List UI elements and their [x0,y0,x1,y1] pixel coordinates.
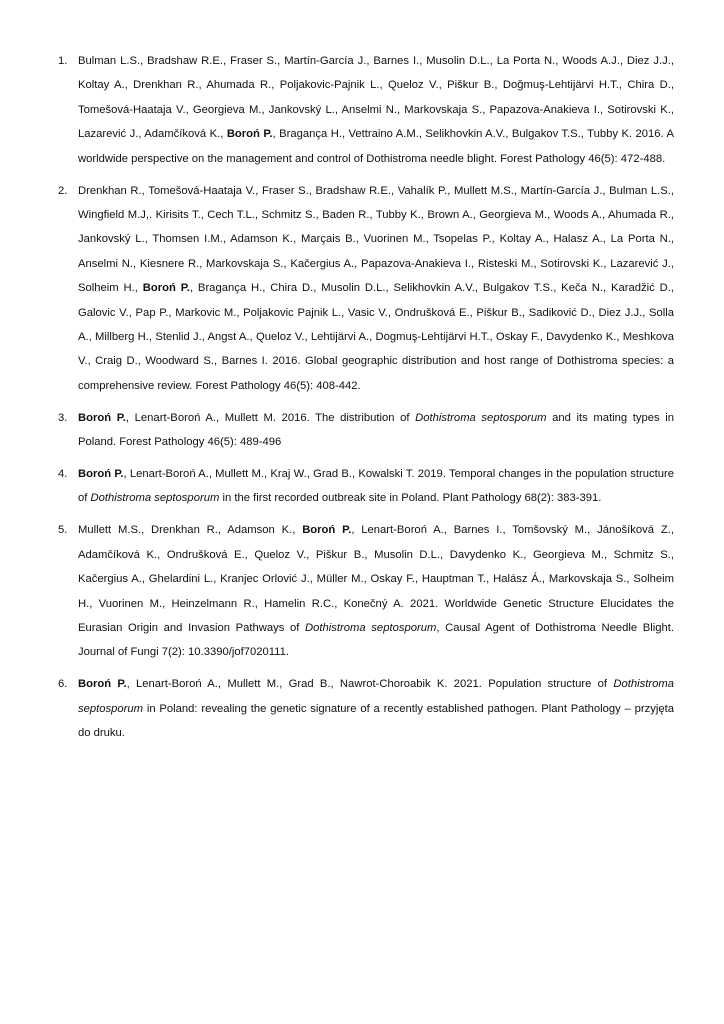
species-name: Dothistroma septosporum [78,678,674,715]
reference-text: and its mating types in Poland. Forest Pathology 46(5): 489-496 [78,411,674,449]
highlighted-author: Boroń P. [226,128,273,141]
reference-text: in the first recorded outbreak site in Poland. Plant Pathology 68(2): 383-391. [219,492,602,505]
reference-list [58,49,674,753]
reference-number: 4. [58,468,68,480]
species-name: Dothistroma septosporum [415,411,547,424]
reference-item-6 [58,672,674,745]
reference-number: 1. [58,55,68,67]
reference-item-4 [58,462,674,511]
reference-text: in Poland: revealing the genetic signature of a recently established pathogen. Plant Pathology – przyjęta do druku. [78,702,674,740]
reference-number: 2. [58,184,68,197]
reference-text: , Bragança H., Vettraino A.M., Selikhovkin A.V., Bulgakov T.S., Tubby K. 2016. A worldwide perspective on the management and control of Dothistroma needle blight. Forest Pathology 46(5): 472-488. [78,128,674,165]
reference-item-3 [58,406,674,455]
reference-authors: Bulman L.S., Bradshaw R.E., Fraser S., Martín-García J., Barnes I., Musolin D.L., La Porta N., Woods A.J., Diez J.J., Koltay A., Drenkhan R., Ahumada R., Poljakovic-Pajnik L., Queloz V., Piškur B., Doğmuş-Lehtijärvi H.T., Chira D., Tomešová-Haataja V., Georgieva M., Jankovský L., Anselmi N., Markovskaja S., Papazova-Anakieva I., Sotirovski K., Lazarević J., Adamčíková K., [78,55,674,141]
highlighted-author: Boroń P. [142,282,190,295]
highlighted-author: Boroń P. [302,524,352,537]
reference-authors: Mullett M.S., Drenkhan R., Adamson K., [78,524,303,537]
species-name: Dothistroma septosporum [90,492,220,505]
reference-text: , Lenart-Boroń A., Mullett M. 2016. The distribution of [125,411,416,424]
reference-text: , Causal Agent of Dothistroma Needle Blight. Journal of Fungi 7(2): 10.3390/jof7020111. [78,621,674,659]
highlighted-author: Boroń P. [78,411,126,424]
reference-text: , Lenart-Boroń A., Mullett M., Grad B., Nawrot-Choroabik K. 2021. Population structure of [126,678,614,691]
reference-number: 3. [58,411,68,424]
reference-item-5 [58,518,674,664]
highlighted-author: Boroń P. [78,678,127,691]
highlighted-author: Boroń P. [78,468,124,480]
reference-text: , Bragança H., Chira D., Musolin D.L., Selikhovkin A.V., Bulgakov T.S., Keča N., Karadžić D., Galovic V., Pap P., Markovic M., Poljakovic Pajnik L., Vasic V., Ondrušková E., Piškur B., Sadiković D., Diez J.J., Solla A., Millberg H., Stenlid J., Angst A., Queloz V., Lehtijärvi A., Dogmuş-Lehtijärvi H.T., Oskay F., Davydenko K., Meshkova V., Craig D., Woodward S., Barnes I. 2016. Global geographic distribution and host range of Dothistroma species: a comprehensive review. Forest Pathology 46(5): 408-442. [78,282,674,392]
reference-item-2 [58,179,674,399]
reference-item-1 [58,49,674,171]
species-name: Dothistroma septosporum [305,621,437,634]
reference-authors: Drenkhan R., Tomešová-Haataja V., Fraser S., Bradshaw R.E., Vahalík P., Mullett M.S., Martín-García J., Bulman L.S., Wingfield M.J,. Kirisits T., Cech T.L., Schmitz S., Baden R., Tubby K., Brown A., Georgieva M., Woods A., Ahumada R., Jankovský L., Thomsen I.M., Adamson K., Marçais B., Vuorinen M., Tsopelas P., Koltay A., Halasz A., La Porta N., Anselmi N., Kiesnere R., Markovskaja S., Kačergius A., Papazova-Anakieva I., Risteski M., Sotirovski K., Lazarević J., Solheim H., [78,184,674,295]
reference-number: 6. [58,678,68,691]
reference-text: , Lenart-Boroń A., Mullett M., Kraj W., Grad B., Kowalski T. 2019. Temporal changes in the population structure of [78,468,674,505]
reference-number: 5. [58,524,68,537]
reference-text: , Lenart-Boroń A., Barnes I., Tomšovský M., Jánošíková Z., Adamčíková K., Ondrušková E., Queloz V., Piškur B., Musolin D.L., Davydenko K., Georgieva M., Schmitz S., Kačergius A., Ghelardini L., Kranjec Orlović J., Müller M., Oskay F., Hauptman T., Halász Á., Markovskaja S., Solheim H., Vuorinen M., Heinzelmann R., Hamelin R.C., Konečný A. 2021. Worldwide Genetic Structure Elucidates the Eurasian Origin and Invasion Pathways of [78,524,674,634]
